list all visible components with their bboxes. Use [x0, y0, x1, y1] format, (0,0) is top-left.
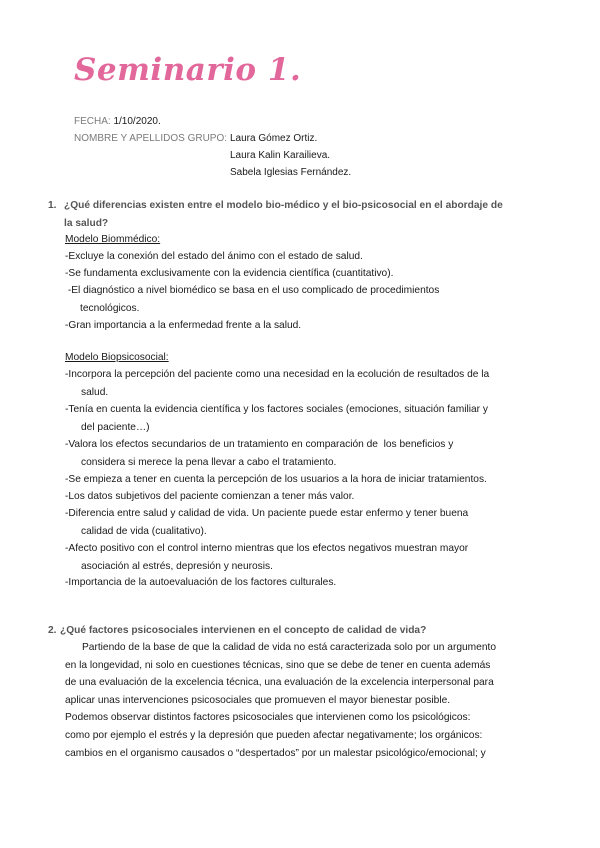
section-heading-biomedico: Modelo Biommédico:: [65, 234, 161, 245]
list-item: -Afecto positivo con el control interno mientras que los efectos negativos muestran mayor asociación al estrés, depresión y neurosis.: [65, 543, 469, 572]
list-item: -Los datos subjetivos del paciente comienzan a tener más valor.: [65, 491, 355, 502]
question-text: ¿Qué diferencias existen entre el modelo bio-médico y el bio-psicosocial en el abordaje de: [64, 200, 503, 211]
question-text: la salud?: [64, 218, 109, 229]
question-1: [48, 197, 548, 233]
list-item: -Valora los efectos secundarios de un tratamiento en comparación de los beneficios y considera si merece la pena llevar a cabo el tratamiento.: [65, 439, 454, 468]
grupo-label: NOMBRE Y APELLIDOS GRUPO:: [74, 133, 228, 144]
section-heading-biopsicosocial: Modelo Biopsicosocial:: [65, 352, 169, 363]
list-item: -Importancia de la autoevaluación de los factores culturales.: [65, 577, 337, 588]
question-number: 1.: [48, 200, 57, 211]
group-member: Laura Kalin Karailieva.: [230, 150, 331, 161]
list-item: -Gran importancia a la enfermedad frente a la salud.: [65, 320, 302, 331]
list-item: -Se fundamenta exclusivamente con la evidencia científica (cuantitativo).: [65, 268, 394, 279]
meta-block: [74, 113, 352, 181]
list-item: -El diagnóstico a nivel biomédico se basa en el uso complicado de procedimientos tecnológicos.: [65, 285, 440, 314]
fecha-label: FECHA:: [74, 116, 111, 127]
group-member: Sabela Iglesias Fernández.: [230, 167, 352, 178]
fecha-value: 1/10/2020.: [113, 116, 161, 127]
question-2: [48, 622, 548, 640]
list-item: -Tenía en cuenta la evidencia científica y los factores sociales (emociones, situación familiar y del paciente…): [65, 404, 488, 433]
list-item: -Incorpora la percepción del paciente como una necesidad en la ecolución de resultados de la salud.: [65, 369, 490, 398]
group-member: Laura Gómez Ortiz.: [230, 133, 318, 144]
list-item: -Se empieza a tener en cuenta la percepción de los usuarios a la hora de iniciar tratamientos.: [65, 474, 487, 485]
list-item: -Diferencia entre salud y calidad de vida. Un paciente puede estar enfermo y tener buena calidad de vida (cualitativo).: [65, 508, 469, 537]
question-number: 2.: [48, 625, 57, 636]
answer-paragraph: Partiendo de la base de que la calidad de vida no está caracterizada solo por un argumento en la longevidad, ni solo en cuestiones técnicas, sino que se debe de tener en cuenta además de una evaluación de la excelencia técnica, una evaluación de la excelencia interpersonal para aplicar unas intervenciones psicosociales que promueven el mayor bienestar posible. Podemos observar distintos factores psicosociales que intervienen como los psicológicos: como por ejemplo el estrés y la depresión que pueden afectar negativamente; los orgánicos: cambios en el organismo causados o “despertados” por un malestar psicológico/emocional; y: [65, 642, 496, 759]
question-text: ¿Qué factores psicosociales intervienen en el concepto de calidad de vida?: [60, 625, 427, 636]
page-title: Seminario 1.: [74, 52, 302, 88]
list-item: -Excluye la conexión del estado del ánimo con el estado de salud.: [65, 251, 363, 262]
